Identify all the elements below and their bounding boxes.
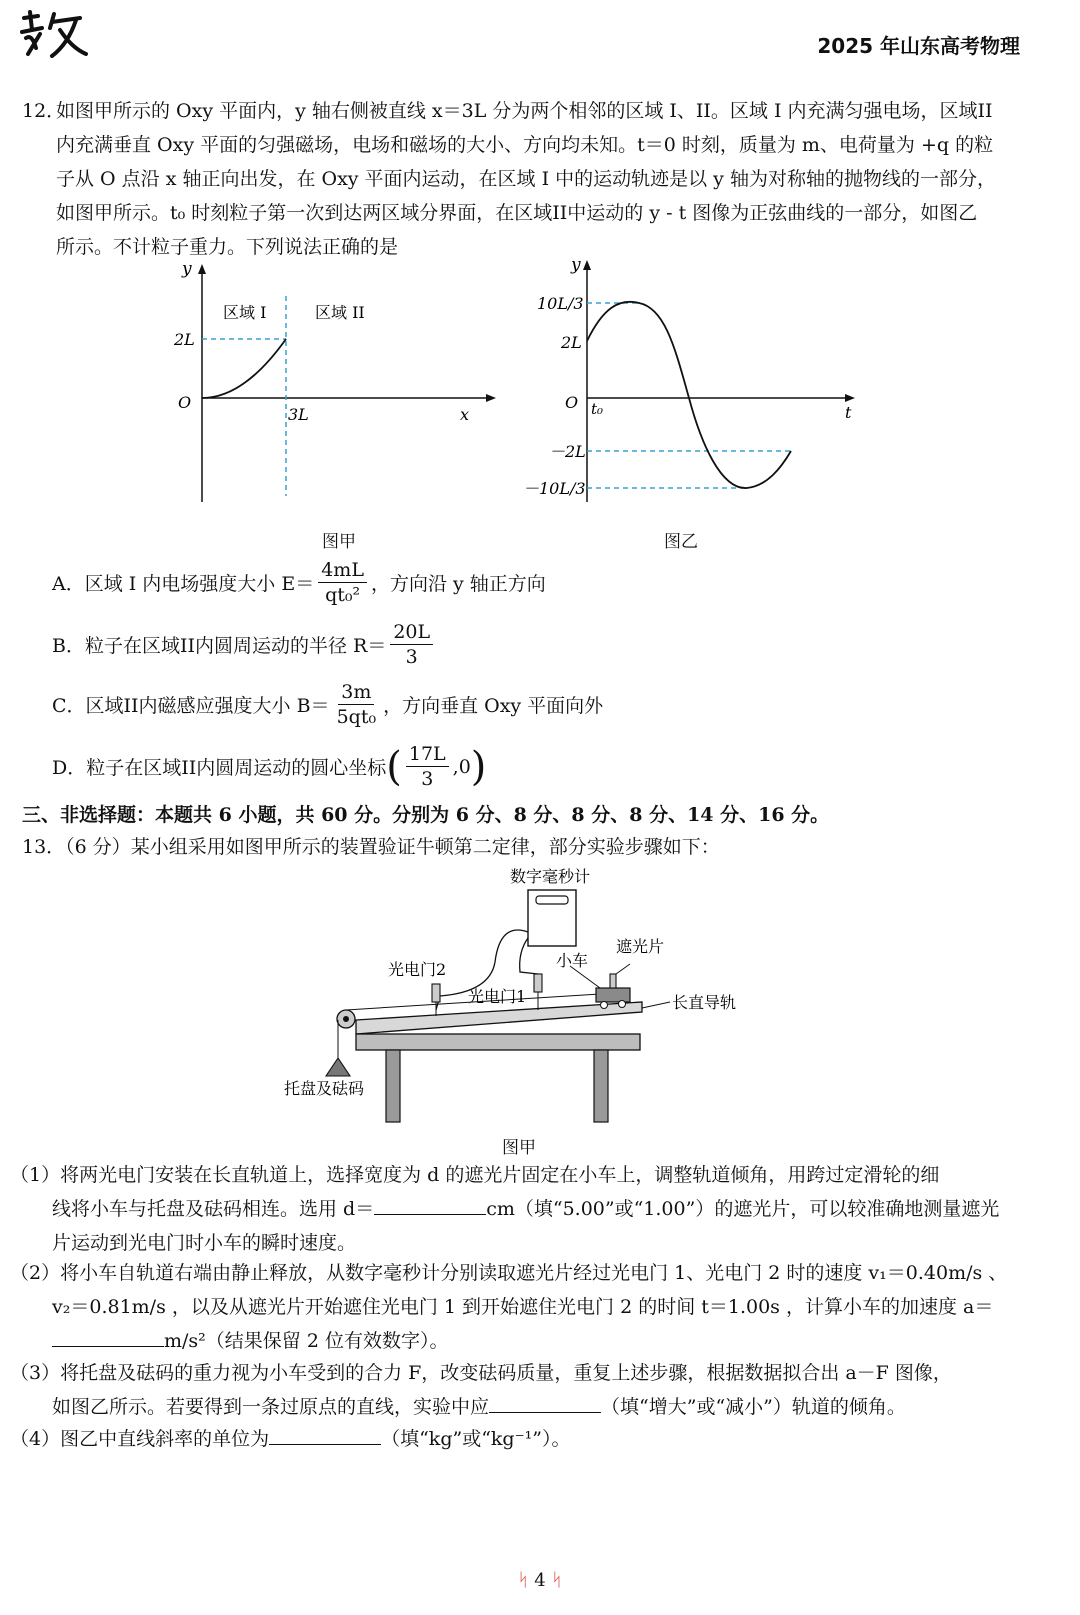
question-12: [22, 94, 1052, 264]
q12-line-2: 内充满垂直 Oxy 平面的匀强磁场，电场和磁场的大小、方向均未知。t＝0 时刻，质量为 m、电荷量为 +q 的粒: [56, 134, 994, 156]
question-13-title: 13．（6 分）某小组采用如图甲所示的装置验证牛顿第二定律，部分实验步骤如下：: [22, 836, 720, 858]
figure-b-caption: 图乙: [664, 532, 698, 552]
figure-b-yt-graph: [515, 258, 875, 510]
q12-line-1: 如图甲所示的 Oxy 平面内，y 轴右侧被直线 x＝3L 分为两个相邻的区域 I、II。区域 I 内充满匀强电场，区域II: [56, 100, 993, 122]
apparatus-caption: 图甲: [502, 1138, 536, 1158]
fraction: $\frac{4mL}{\text{qt₀²}}$: [318, 558, 367, 607]
origin-label: O: [178, 393, 192, 412]
subquestion-2: （2）将小车自轨道右端由静止释放，从数字毫秒计分别读取遮光片经过光电门 1、光电门 2 时的速度 v₁＝0.40m/s 、 v₂＝0.81m/s ，以及从遮光片开始遮住光电门 1 到开始遮住光电门 2 的时间 t＝1.00s ，计算小车的加速度 a＝ m/s²（结果保留 2 位有效数字）。: [10, 1262, 1008, 1352]
ornament-right-icon: ᛋ: [551, 1570, 563, 1591]
region-1-label: 区域 I: [223, 303, 267, 322]
label-timer: 数字毫秒计: [510, 867, 591, 886]
q12-line-4: 如图甲所示。t₀ 时刻粒子第一次到达两区域分界面，在区域II中运动的 y - t 图像为正弦曲线的一部分，如图乙: [56, 202, 978, 224]
tick-neg-10L-3: －10L/3: [523, 479, 586, 498]
q12-line-3: 子从 O 点沿 x 轴正向出发，在 Oxy 平面内运动，在区域 I 中的运动轨迹是以 y 轴为对称轴的抛物线的一部分，: [56, 168, 996, 190]
label-rail: 长直导轨: [672, 993, 737, 1012]
logo-mark: [18, 8, 90, 60]
tick-3L: 3L: [288, 405, 309, 424]
label-gate-2: 光电门2: [388, 960, 447, 979]
tick-2L: 2L: [561, 333, 582, 352]
ornament-left-icon: ᛋ: [517, 1570, 529, 1591]
figure-a-trajectory: [160, 262, 500, 522]
tick-10L-3: 10L/3: [537, 294, 584, 313]
fraction: $\frac{20L}{3}$: [390, 620, 433, 669]
figure-a-caption: 图甲: [322, 532, 356, 552]
subquestion-1: （1）将两光电门安装在长直轨道上，选择宽度为 d 的遮光片固定在小车上，调整轨道倾角，用跨过定滑轮的细 线将小车与托盘及砝码相连。选用 d＝ cm（填“5.00”或“1.00”）的遮光片，可以较准确地测量遮光 片运动到光电门时小车的瞬时速度。: [10, 1164, 1000, 1254]
subquestion-4: （4）图乙中直线斜率的单位为 （填“kg”或“kg⁻¹”）。: [28, 1422, 1038, 1456]
axis-x-label: x: [460, 405, 470, 424]
region-2-label: 区域 II: [315, 303, 365, 322]
label-cart: 小车: [556, 951, 589, 970]
fraction: $\frac{3m}{\text{5qt₀}}$: [336, 681, 377, 728]
tick-t0: t₀: [591, 400, 604, 418]
option-c: C．区域II内磁感应强度大小 B＝ $\frac{3m}{\text{5qt₀}}$ ，方向垂直 Oxy 平面向外: [52, 681, 604, 728]
option-a: A．区域 I 内电场强度大小 E＝ $\frac{4mL}{\text{qt₀²}}$ ，方向沿 y 轴正方向: [52, 559, 546, 606]
label-weights: 托盘及砝码: [284, 1079, 365, 1098]
answer-blank-3[interactable]: [489, 1392, 601, 1413]
axis-t-label: t: [845, 403, 852, 422]
header-title: 2025 年山东高考物理: [817, 34, 1020, 58]
fraction: $\frac{17L}{3}$: [406, 742, 449, 791]
apparatus-figure: [270, 862, 790, 1132]
tick-neg-2L: －2L: [549, 442, 586, 461]
subquestion-3: （3）将托盘及砝码的重力视为小车受到的合力 F，改变砝码质量，重复上述步骤，根据数据拟合出 a－F 图像， 如图乙所示。若要得到一条过原点的直线，实验中应 （填“增大”或“减小”）轨道的倾角。: [10, 1362, 952, 1418]
option-d: D．粒子在区域II内圆周运动的圆心坐标 ( $\frac{17L}{3}$ ,0 ): [52, 743, 487, 790]
question-number: 12．: [22, 100, 66, 122]
section-heading: 三、非选择题：本题共 6 小题，共 60 分。分别为 6 分、8 分、8 分、8 分、14 分、16 分。: [22, 804, 830, 826]
page-number-footer: [0, 1570, 1080, 1591]
answer-blank-4[interactable]: [269, 1424, 381, 1445]
answer-blank-2[interactable]: [52, 1326, 164, 1347]
label-gate-1: 光电门1: [468, 987, 527, 1006]
axis-y-label: y: [571, 258, 581, 275]
q12-line-5: 所示。不计粒子重力。下列说法正确的是: [56, 236, 399, 258]
origin-label: O: [565, 393, 579, 412]
page-number: 4: [534, 1570, 546, 1591]
label-shade: 遮光片: [616, 937, 665, 956]
option-b: B．粒子在区域II内圆周运动的半径 R＝ $\frac{20L}{3}$: [52, 620, 437, 669]
answer-blank-1[interactable]: [374, 1194, 486, 1215]
axis-y-label: y: [182, 262, 192, 279]
tick-2L: 2L: [174, 330, 195, 349]
